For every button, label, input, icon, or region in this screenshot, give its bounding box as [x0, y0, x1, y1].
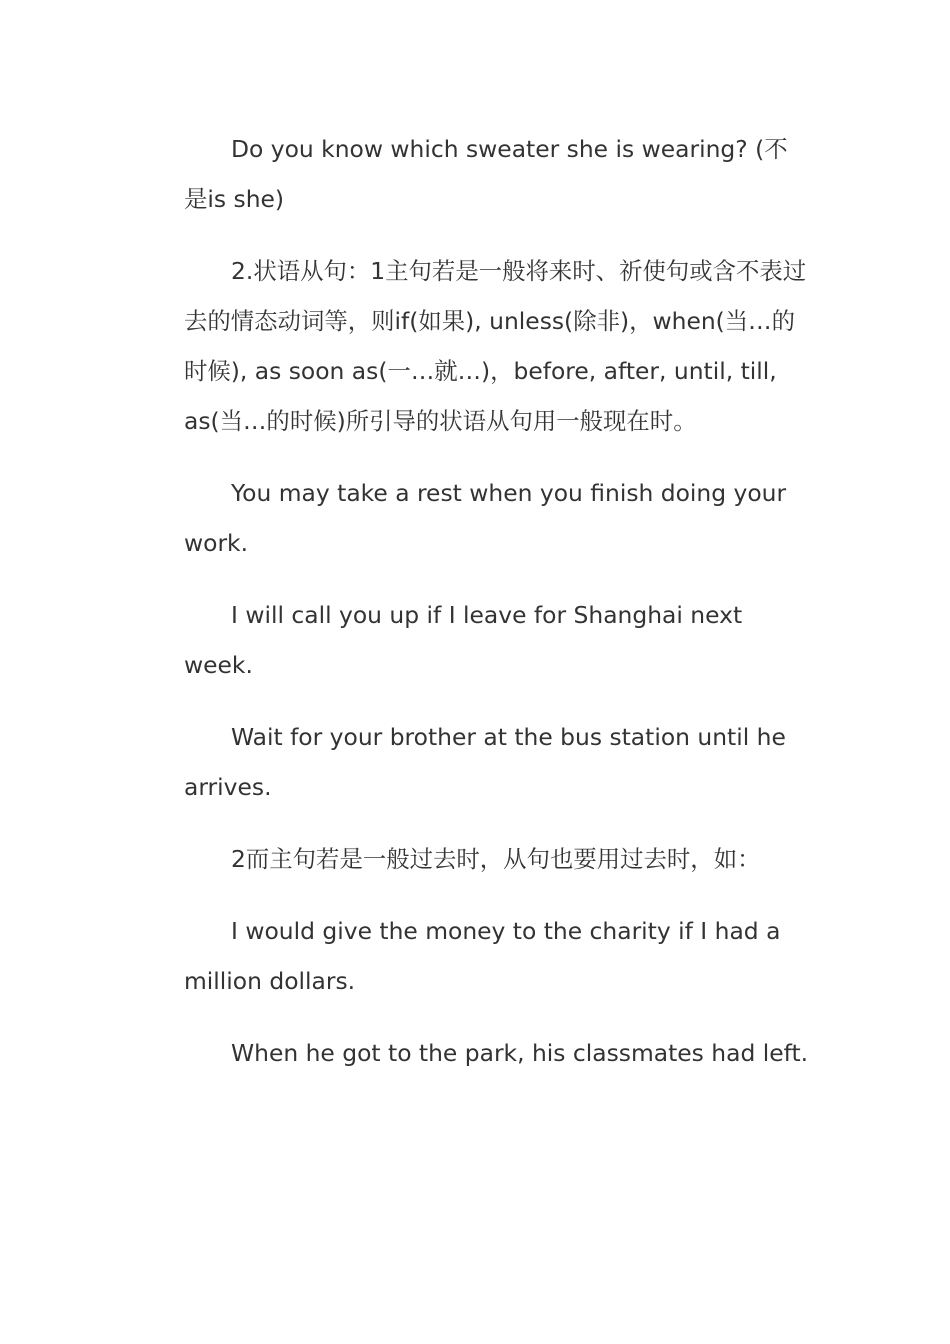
paragraph-example-call: I will call you up if I leave for Shanghai next week. — [184, 601, 743, 679]
paragraph-example-charity: I would give the money to the charity if I had a million dollars. — [184, 917, 781, 995]
paragraph-question-example: Do you know which sweater she is wearing? (不是is she) — [184, 135, 788, 213]
paragraph-example-wait: Wait for your brother at the bus station until he arrives. — [184, 723, 786, 801]
paragraph-example-rest: You may take a rest when you finish doing your work. — [184, 479, 787, 557]
document-body — [184, 124, 810, 1100]
paragraph-example-park: When he got to the park, his classmates had left. — [231, 1039, 809, 1067]
paragraph-adverbial-clause-rule: 2.状语从句：1主句若是一般将来时、祈使句或含不表过去的情态动词等，则if(如果), unless(除非)，when(当…的时候), as soon as(一…就…)，before, after, until, till, as(当…的时候)所引导的状语从句用一般现在时。 — [184, 257, 807, 435]
paragraph-past-tense-rule: 2而主句若是一般过去时，从句也要用过去时，如： — [231, 845, 761, 873]
